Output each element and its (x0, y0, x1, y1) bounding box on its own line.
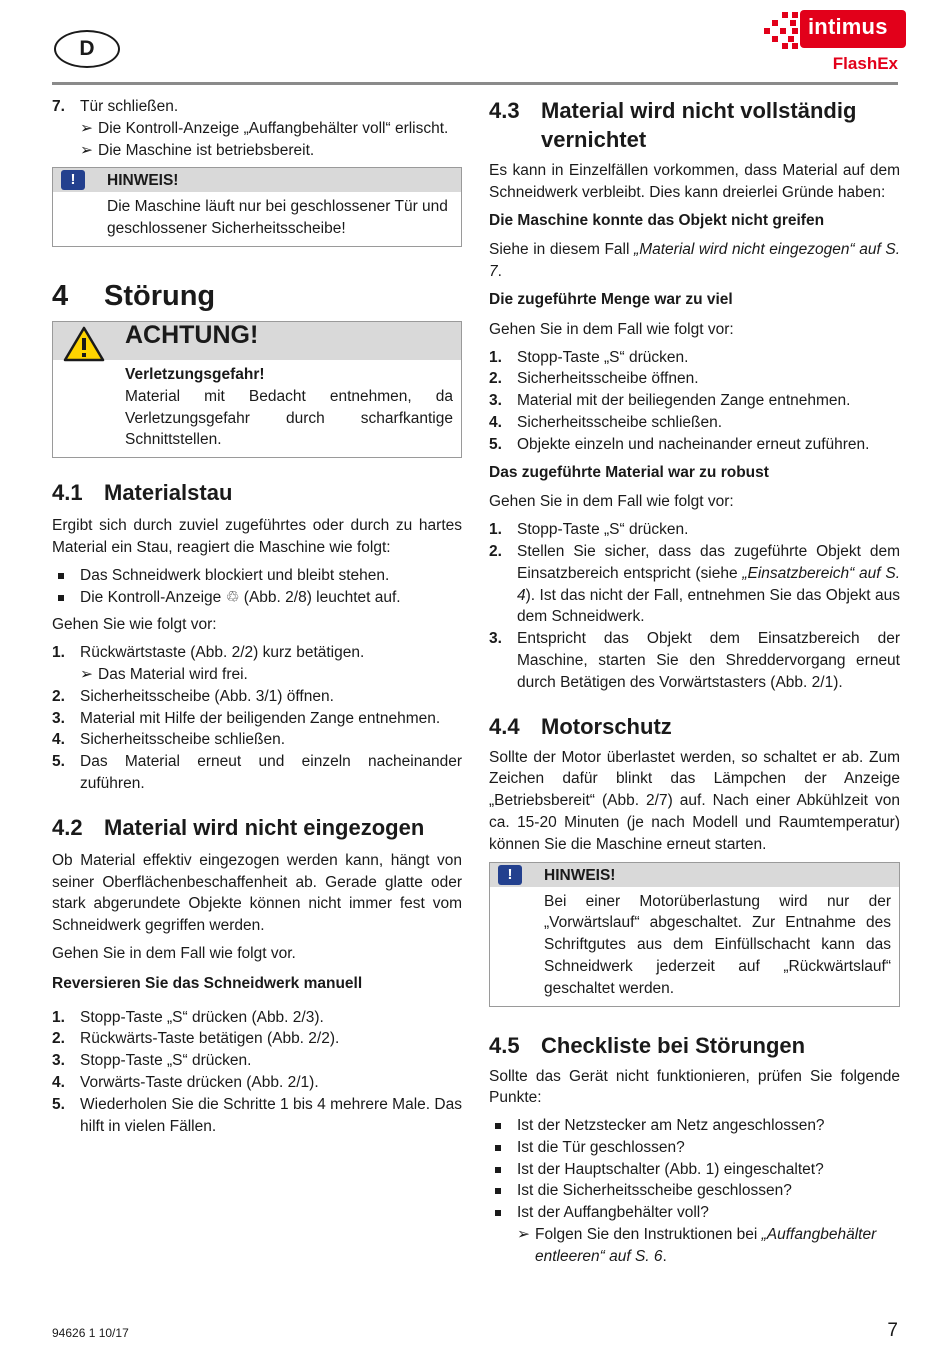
notice-box (489, 862, 900, 1007)
step-number: 5. (52, 1095, 65, 1113)
section-title: Material wird nicht vollständig vernichtet (541, 98, 857, 152)
step-item (489, 519, 900, 541)
paragraph: Es kann in Einzelfällen vorkommen, dass Material auf dem Schneidwerk verbleibt. Dies kann dreierlei Gründe haben: (489, 162, 900, 201)
step-number: 4. (489, 413, 502, 431)
step-text: Stopp-Taste „S“ drücken. (517, 348, 689, 366)
subheading: Die zugeführte Menge war zu viel (489, 290, 733, 308)
paragraph: Gehen Sie wie folgt vor: (52, 616, 217, 634)
warning-subtitle: Verletzungsgefahr! (125, 365, 265, 383)
paragraph: Gehen Sie in dem Fall wie folgt vor: (489, 320, 734, 338)
bullet-list (52, 565, 462, 609)
section-title: Material wird nicht eingezogen (104, 814, 425, 840)
paragraph: Ergibt sich durch zuviel zugeführtes oder durch zu hartes Material ein Stau, reagiert die Maschine wie folgt: (52, 517, 462, 556)
list-item (489, 1202, 900, 1267)
logo-dots-icon (762, 8, 804, 50)
step-list-reverse (52, 1007, 462, 1138)
chapter-heading (52, 279, 462, 313)
section-title: Motorschutz (541, 713, 672, 739)
text-part: Siehe in diesem Fall (489, 241, 635, 259)
step-item (489, 412, 900, 434)
step-number: 4. (52, 731, 65, 749)
list-item-text: Ist die Tür geschlossen? (517, 1138, 685, 1156)
step-text: Material mit der beiliegenden Zange entnehmen. (517, 392, 851, 410)
warning-body (53, 360, 461, 457)
arrow-icon: ➢ (80, 665, 93, 683)
step-list-too-much (489, 347, 900, 456)
step-number: 1. (52, 644, 65, 662)
document-code: 94626 1 10/17 (52, 1326, 129, 1340)
list-item-text: Ist der Netzstecker am Netz angeschlossen? (517, 1117, 825, 1135)
step-item (52, 1072, 462, 1094)
exclamation-icon: ! (498, 865, 522, 885)
step-result (80, 664, 462, 686)
bullet-icon (495, 1188, 501, 1194)
step-item (52, 1094, 462, 1138)
step-item (52, 642, 462, 686)
section-heading-4-3 (489, 96, 900, 154)
bullet-list (489, 1115, 900, 1268)
step-text: Rückwärts-Taste betätigen (Abb. 2/2). (80, 1030, 340, 1048)
page-number: 7 (887, 1320, 898, 1341)
step-text: Tür schließen. (80, 98, 179, 115)
subheading: Das zugeführte Material war zu robust (489, 463, 769, 481)
list-item-text: Ist die Sicherheitsscheibe geschlossen? (517, 1182, 792, 1200)
list-item (489, 1137, 900, 1159)
section-number: 4.1 (52, 480, 83, 506)
step-item (489, 368, 900, 390)
step-number: 1. (489, 521, 502, 539)
paragraph: Sollte das Gerät nicht funktionieren, prüfen Sie folgende Punkte: (489, 1067, 900, 1107)
warning-box (52, 321, 462, 458)
step-number: 2. (52, 687, 65, 705)
step-item (489, 347, 900, 369)
list-item-text: Ist der Auffangbehälter voll? (517, 1204, 709, 1222)
section-number: 4.2 (52, 814, 83, 840)
step-text: Sicherheitsscheibe schließen. (80, 731, 286, 749)
header-rule (52, 82, 898, 85)
logo-text: intimus (808, 14, 888, 39)
bullet-icon (495, 1123, 501, 1129)
step-item (489, 541, 900, 628)
step-item (489, 628, 900, 693)
chapter-title: Störung (104, 279, 216, 312)
section-number: 4.5 (489, 1032, 520, 1058)
list-item-text: Ist der Hauptschalter (Abb. 1) eingeschaltet? (517, 1160, 824, 1178)
notice-label: HINWEIS! (107, 172, 179, 190)
step-item (52, 729, 462, 751)
list-item (489, 1115, 900, 1137)
step-text: ). Ist das nicht der Fall, entnehmen Sie das Objekt aus dem Schneidwerk. (517, 586, 900, 626)
bullet-icon (495, 1145, 501, 1151)
bullet-icon (495, 1210, 501, 1216)
bullet-icon (58, 573, 64, 579)
bullet-icon (495, 1167, 501, 1173)
arrow-icon: ➢ (80, 119, 93, 137)
step-item (489, 434, 900, 456)
step-number: 4. (52, 1073, 65, 1091)
step-number: 3. (52, 709, 65, 727)
notice-label: HINWEIS! (544, 866, 616, 884)
step-text: Vorwärts-Taste drücken (Abb. 2/1). (80, 1073, 319, 1091)
cross-reference: „Material wird nicht eingezogen“ auf S. 7 (489, 241, 900, 281)
cross-reference: „Auffangbehälter entleeren“ auf S. 6 (535, 1226, 877, 1265)
step-number: 2. (489, 370, 502, 388)
step-item (489, 390, 900, 412)
step-result (80, 118, 462, 140)
step-text: Sicherheitsscheibe schließen. (517, 413, 723, 431)
step-text: Wiederholen Sie die Schritte 1 bis 4 mehrere Male. Das hilft in vielen Fällen. (80, 1095, 462, 1135)
subheading: Die Maschine konnte das Objekt nicht greifen (489, 211, 825, 229)
paragraph: Ob Material effektiv eingezogen werden kann, hängt von seiner Oberflächenbeschaffenheit ab. Gerade glatte oder stark abgerundete Objekte können nicht immer fest vom Schneidwerk gegriffen werden. (52, 851, 462, 935)
list-item-text: Die Kontroll-Anzeige ♲ (Abb. 2/8) leuchtet auf. (80, 588, 401, 606)
step-list-jam (52, 642, 462, 795)
step-number: 3. (489, 630, 502, 648)
result-text: Die Kontroll-Anzeige „Auffangbehälter voll“ erlischt. (98, 119, 449, 137)
section-number: 4.3 (489, 98, 520, 123)
warning-header (53, 322, 461, 360)
step-text: Das Material erneut und einzeln nacheinander zuführen. (80, 753, 462, 792)
step-list-robust (489, 519, 900, 693)
result-text: Folgen Sie den Instruktionen bei (535, 1226, 762, 1244)
step-text: Stopp-Taste „S“ drücken (Abb. 2/3). (80, 1008, 324, 1026)
list-item (489, 1159, 900, 1181)
section-title: Checkliste bei Störungen (541, 1032, 806, 1058)
step-item (52, 686, 462, 708)
section-heading-4-1 (52, 478, 462, 507)
notice-header (53, 168, 461, 192)
product-name: FlashEx (832, 54, 898, 73)
step-text: Entspricht das Objekt dem Einsatzbereich der Maschine, starten Sie den Shreddervorgang erneut durch Betätigen des Vorwärtstasters (Abb. 2/1). (517, 630, 900, 691)
chapter-number: 4 (52, 279, 69, 312)
bullet-icon (58, 595, 64, 601)
section-title: Materialstau (104, 480, 233, 506)
text-part: . (497, 263, 502, 281)
warning-text: Material mit Bedacht entnehmen, da Verletzungsgefahr durch scharfkantige Schnittstellen. (125, 387, 453, 449)
step-text: Rückwärtstaste (Abb. 2/2) kurz betätigen. (80, 644, 365, 662)
list-item (52, 587, 462, 609)
step-number: 7. (52, 98, 65, 115)
notice-text: Die Maschine läuft nur bei geschlossener Tür und geschlossener Sicherheitsscheibe! (107, 198, 448, 238)
step-item (52, 708, 462, 730)
step-number: 3. (489, 392, 502, 410)
language-badge (54, 30, 120, 68)
step-result (517, 1224, 900, 1268)
step-number: 1. (52, 1008, 65, 1026)
warning-triangle-icon (63, 326, 105, 362)
step-text: Objekte einzeln und nacheinander erneut zuführen. (517, 435, 870, 453)
paragraph (489, 239, 900, 283)
warning-label: ACHTUNG! (125, 320, 259, 349)
exclamation-icon: ! (61, 170, 85, 190)
right-column (489, 96, 900, 1274)
step-number: 5. (489, 435, 502, 453)
arrow-icon: ➢ (517, 1226, 530, 1244)
step-number: 1. (489, 348, 502, 366)
result-text: Die Maschine ist betriebsbereit. (98, 141, 315, 159)
list-item (489, 1180, 900, 1202)
step-text: Stellen Sie sicher, dass das zugeführte Objekt dem Einsatzbereich entspricht (siehe (517, 542, 900, 582)
step-number: 5. (52, 753, 65, 771)
step-text: Material mit Hilfe der beiligenden Zange entnehmen. (80, 709, 441, 727)
language-code: D (79, 37, 95, 60)
result-text: . (662, 1247, 667, 1265)
step-list-door (52, 96, 462, 161)
step-item (52, 1050, 462, 1072)
step-text: Sicherheitsscheibe (Abb. 3/1) öffnen. (80, 687, 334, 705)
paragraph: Gehen Sie in dem Fall wie folgt vor. (52, 944, 296, 962)
section-heading-4-2 (52, 813, 462, 842)
step-item (52, 96, 462, 161)
step-number: 2. (489, 542, 502, 560)
notice-header (490, 863, 899, 887)
intimus-logo (762, 8, 906, 50)
notice-box (52, 167, 462, 247)
step-text: Sicherheitsscheibe öffnen. (517, 370, 699, 388)
left-column (52, 96, 462, 1143)
cross-reference: „Einsatzbereich“ auf S. 4 (517, 564, 900, 604)
step-item (52, 1028, 462, 1050)
list-item-text: Das Schneidwerk blockiert und bleibt stehen. (80, 566, 390, 584)
subheading: Reversieren Sie das Schneidwerk manuell (52, 974, 363, 992)
step-text: Stopp-Taste „S“ drücken. (517, 521, 689, 539)
step-result (80, 140, 462, 162)
arrow-icon: ➢ (80, 141, 93, 159)
section-heading-4-5 (489, 1031, 900, 1060)
step-number: 3. (52, 1052, 65, 1070)
section-number: 4.4 (489, 713, 520, 739)
section-heading-4-4 (489, 712, 900, 741)
step-text: Stopp-Taste „S“ drücken. (80, 1052, 252, 1070)
result-text: Das Material wird frei. (98, 665, 248, 683)
list-item (52, 565, 462, 587)
notice-text: Bei einer Motorüberlastung wird nur der „Vorwärtslauf“ abgeschaltet. Zur Entnahme des Schriftgutes aus dem Einfüllschacht kann das Schneidwerk jederzeit auf „Rückwärtslauf“ geschaltet werden. (544, 892, 891, 997)
paragraph: Sollte der Motor überlastet werden, so schaltet er ab. Zum Zeichen dafür blinkt das Lämpchen der Anzeige „Betriebsbereit“ (Abb. 2/7) auf. Nach einer Abkühlzeit von ca. 15-20 Minuten (je nach Modell und Raumtemperatur) können Sie die Maschine erneut starten. (489, 748, 900, 853)
step-item (52, 1007, 462, 1029)
paragraph: Gehen Sie in dem Fall wie folgt vor: (489, 493, 734, 511)
step-number: 2. (52, 1030, 65, 1048)
step-item (52, 751, 462, 795)
